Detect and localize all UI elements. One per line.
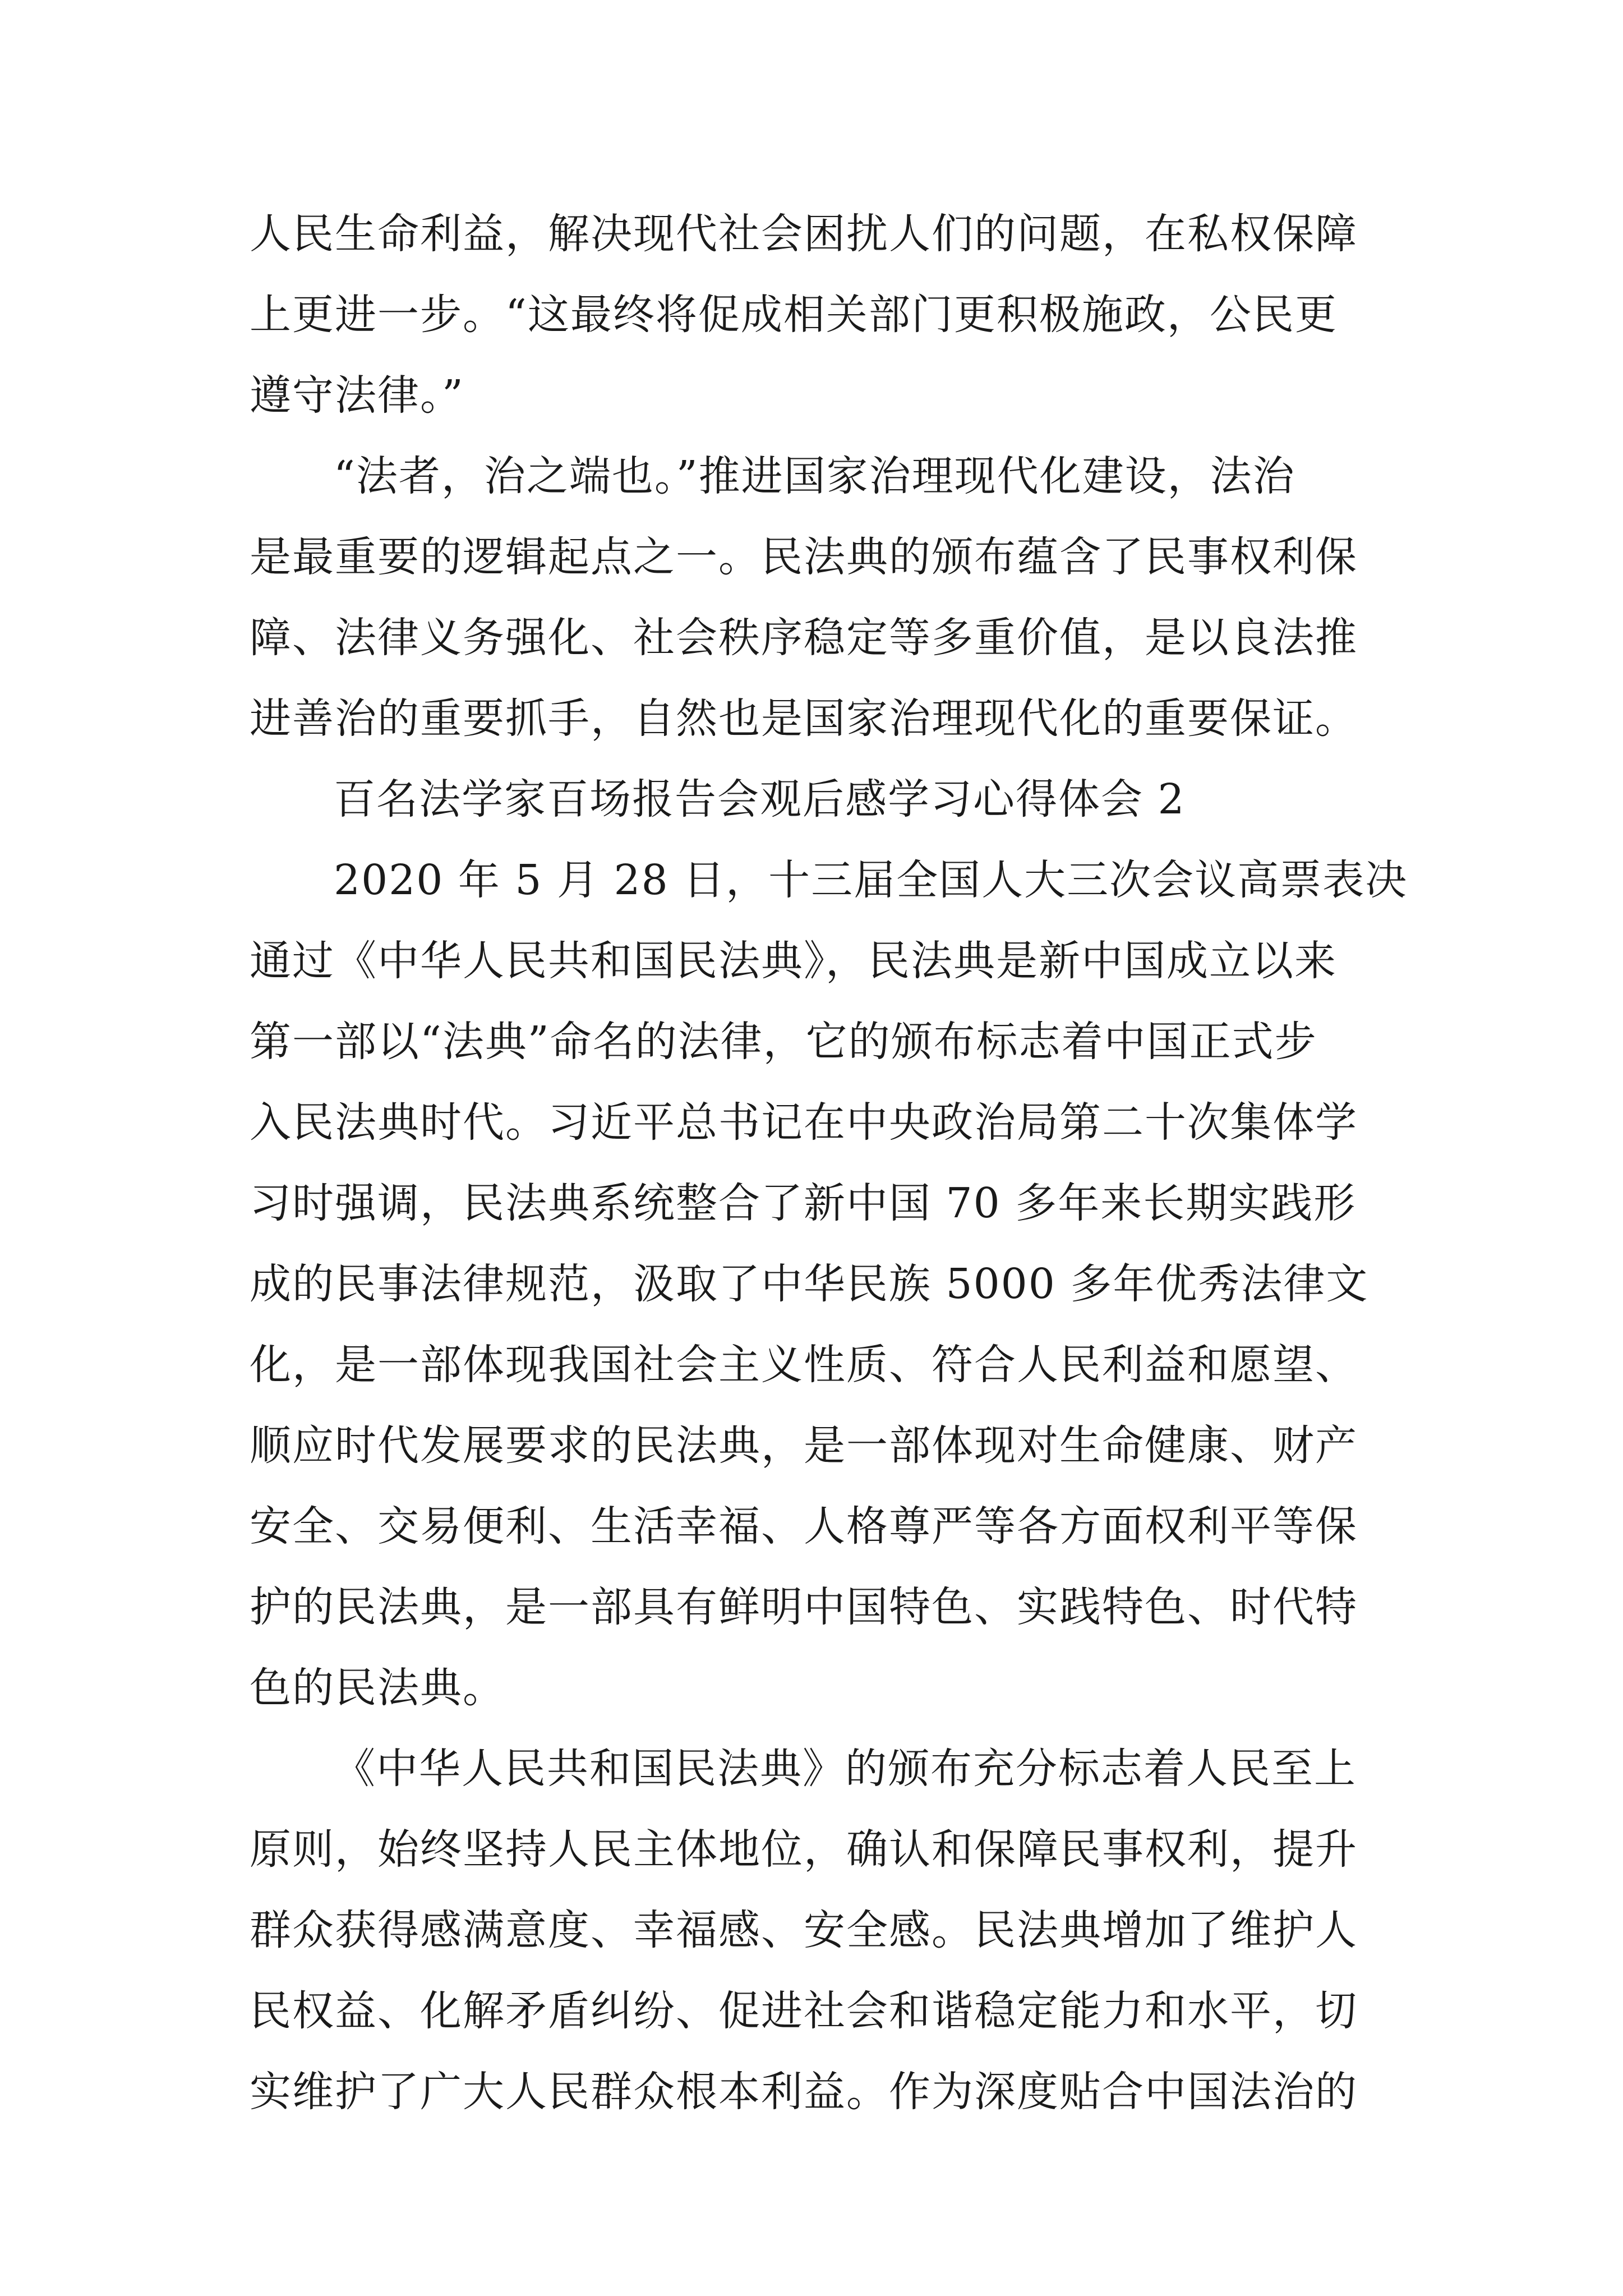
text-line: 第一部以“法典”命名的法律，它的颁布标志着中国正式步	[250, 1018, 1317, 1066]
text-line: 是最重要的逻辑起点之一。民法典的颁布蕴含了民事权利保	[250, 533, 1358, 581]
text-line: 习时强调，民法典系统整合了新中国 70 多年来长期实践形	[250, 1179, 1357, 1227]
text-line: 进善治的重要抓手，自然也是国家治理现代化的重要保证。	[250, 694, 1358, 743]
text-line: 入民法典时代。习近平总书记在中央政治局第二十次集体学	[250, 1098, 1358, 1147]
text-line: 通过《中华人民共和国民法典》，民法典是新中国成立以来	[250, 937, 1337, 985]
text-line: 成的民事法律规范，汲取了中华民族 5000 多年优秀法律文	[250, 1260, 1369, 1308]
text-line: 百名法学家百场报告会观后感学习心得体会 2	[334, 775, 1186, 823]
text-line: “法者，治之端也。”推进国家治理现代化建设，法治	[334, 452, 1295, 500]
text-line: 护的民法典，是一部具有鲜明中国特色、实践特色、时代特	[250, 1583, 1358, 1631]
text-line: 《中华人民共和国民法典》的颁布充分标志着人民至上	[334, 1745, 1357, 1793]
text-line: 上更进一步。“这最终将促成相关部门更积极施政，公民更	[250, 291, 1338, 339]
text-line: 色的民法典。	[250, 1664, 505, 1712]
text-line: 民权益、化解矛盾纠纷、促进社会和谐稳定能力和水平，切	[250, 1987, 1358, 2035]
text-line: 化，是一部体现我国社会主义性质、符合人民利益和愿望、	[250, 1341, 1358, 1389]
text-line: 顺应时代发展要求的民法典，是一部体现对生命健康、财产	[250, 1421, 1358, 1470]
text-line: 原则，始终坚持人民主体地位，确认和保障民事权利，提升	[250, 1825, 1358, 1874]
text-line: 安全、交易便利、生活幸福、人格尊严等各方面权利平等保	[250, 1502, 1358, 1550]
text-line: 遵守法律。”	[250, 371, 464, 420]
text-line: 实维护了广大人民群众根本利益。作为深度贴合中国法治的	[250, 2068, 1358, 2116]
text-line: 障、法律义务强化、社会秩序稳定等多重价值，是以良法推	[250, 614, 1358, 662]
text-line: 群众获得感满意度、幸福感、安全感。民法典增加了维护人	[250, 1906, 1358, 1954]
text-line: 人民生命利益，解决现代社会困扰人们的问题，在私权保障	[250, 210, 1358, 258]
body-text	[250, 194, 1408, 2132]
text-line: 2020 年 5 月 28 日，十三届全国人大三次会议高票表决	[334, 856, 1408, 904]
